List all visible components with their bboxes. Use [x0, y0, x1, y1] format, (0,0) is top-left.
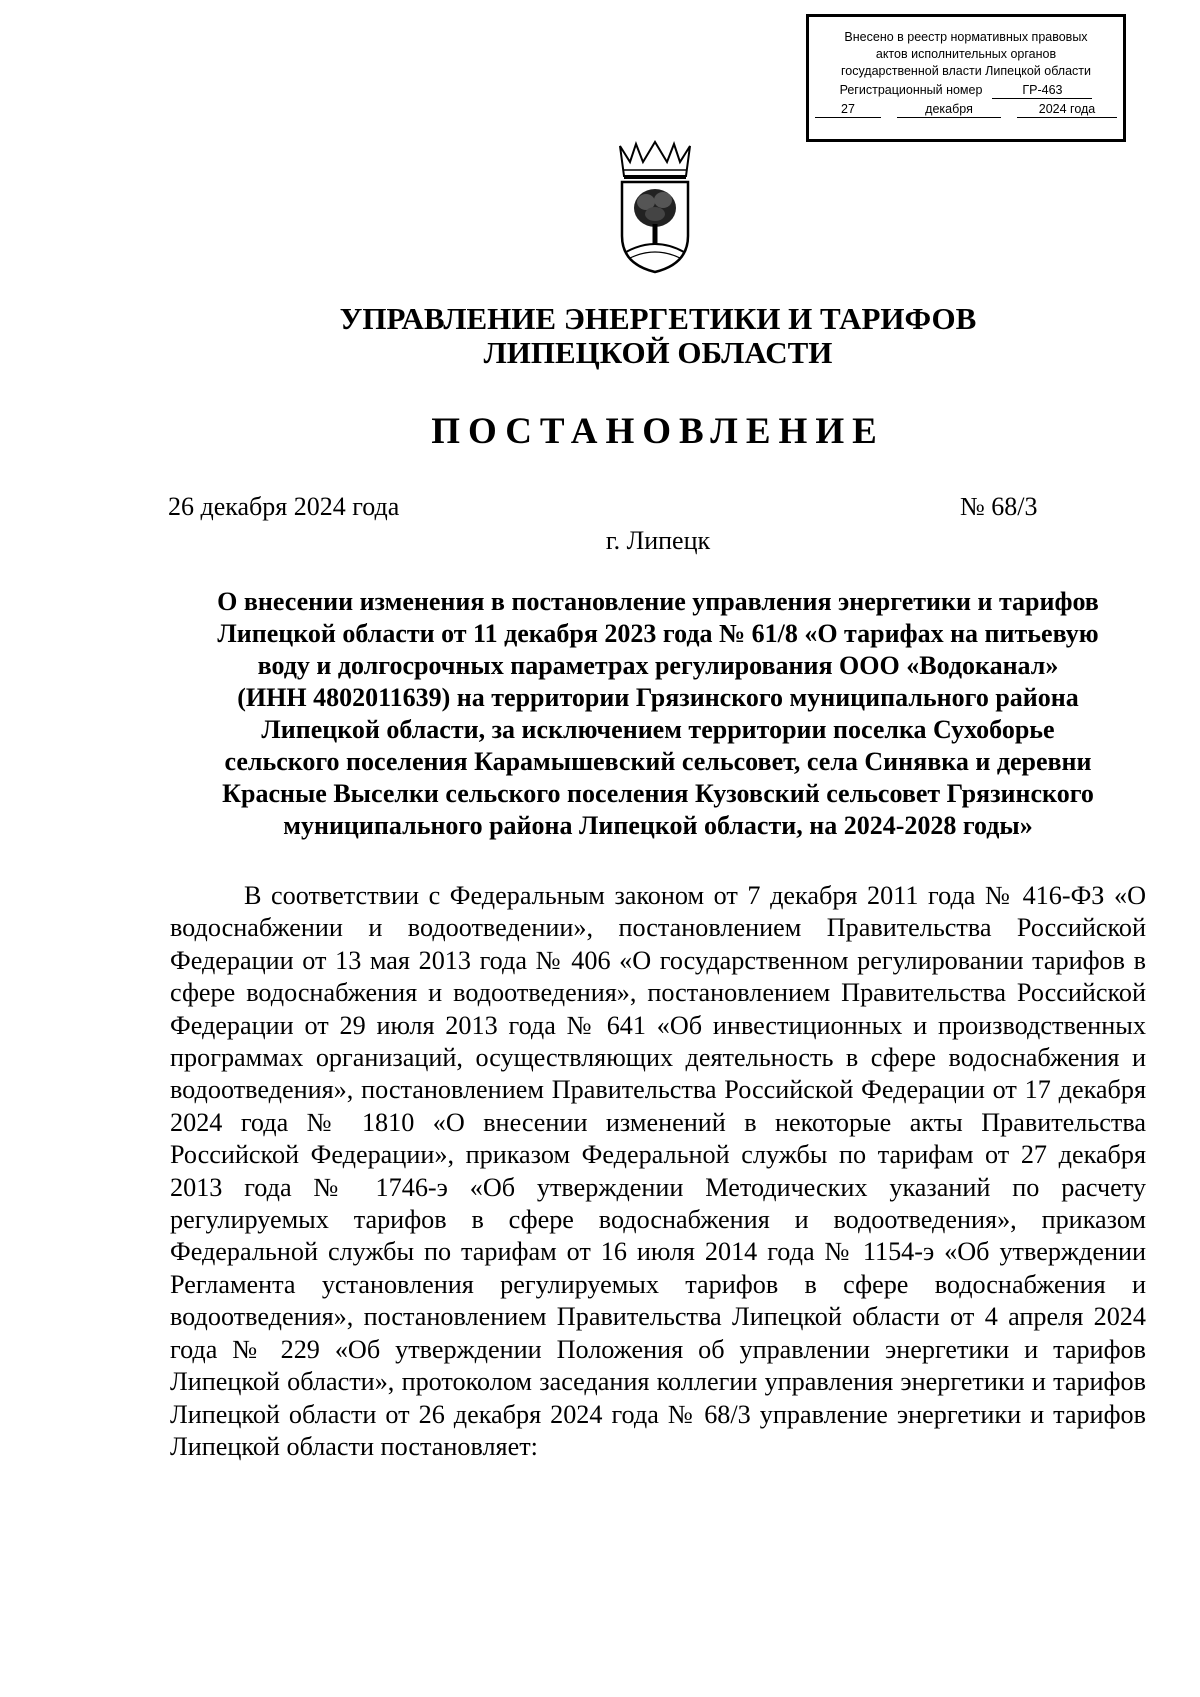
title-line: (ИНН 4802011639) на территории Грязинского муниципального района — [237, 683, 1079, 712]
stamp-date-row — [809, 101, 1123, 118]
registry-stamp — [806, 14, 1126, 142]
body-paragraph: В соответствии с Федеральным законом от 7 декабря 2011 года № 416-ФЗ «О водоснабжении и водоотведении», постановлением Правительства Российской Федерации от 13 мая 2013 года № 406 «О государственном регулировании тарифов в сфере водоснабжения и водоотведения», постановлением Правительства Российской Федерации от 29 июля 2013 года № 641 «Об инвестиционных и производственных программах организаций, осуществляющих деятельность в сфере водоснабжения и водоотведения», постановлением Правительства Российской Федерации от 17 декабря 2024 года № 1810 «О внесении изменений в некоторые акты Правительства Российской Федерации», приказом Федеральной службы по тарифам от 27 декабря 2013 года № 1746-э «Об утверждении Методических указаний по расчету регулируемых тарифов в сфере водоснабжения и водоотведения», приказом Федеральной службы по тарифам от 16 июля 2014 года № 1154-э «Об утверждении Регламента установления регулируемых тарифов в сфере водоснабжения и водоотведения», постановлением Правительства Липецкой области от 4 апреля 2024 года № 229 «Об утверждении Положения об управлении энергетики и тарифов Липецкой области», протоколом заседания коллегии управления энергетики и тарифов Липецкой области от 26 декабря 2024 года № 68/3 управление энергетики и тарифов Липецкой области постановляет: — [170, 881, 1146, 1461]
stamp-registration-row — [809, 82, 1123, 99]
title-line: Красные Выселки сельского поселения Кузовский сельсовет Грязинского — [222, 779, 1094, 808]
title-line: сельского поселения Карамышевский сельсовет, села Синявка и деревни — [224, 747, 1092, 776]
document-city: г. Липецк — [605, 526, 711, 555]
stamp-line-3: государственной власти Липецкой области — [840, 64, 1092, 78]
organization-name — [0, 302, 1200, 370]
stamp-line-2: актов исполнительных органов — [875, 47, 1057, 61]
title-line: О внесении изменения в постановление управления энергетики и тарифов — [217, 587, 1099, 616]
title-line: муниципального района Липецкой области, на 2024-2028 годы» — [283, 811, 1033, 840]
title-line: Липецкой области, за исключением территории поселка Сухоборье — [261, 715, 1055, 744]
document-type: ПОСТАНОВЛЕНИЕ — [431, 411, 885, 452]
coat-of-arms-icon — [616, 140, 694, 276]
stamp-line-1: Внесено в реестр нормативных правовых — [844, 30, 1088, 44]
stamp-day: 27 — [815, 101, 881, 118]
title-line: воду и долгосрочных параметрах регулирования ООО «Водоканал» — [257, 651, 1059, 680]
document-date: 26 декабря 2024 года — [168, 492, 400, 521]
stamp-month: декабря — [897, 101, 1001, 118]
stamp-reg-label: Регистрационный номер — [839, 83, 983, 97]
document-title — [170, 586, 1146, 842]
organization-name-line-1: УПРАВЛЕНИЕ ЭНЕРГЕТИКИ И ТАРИФОВ — [339, 301, 977, 336]
stamp-year: 2024 года — [1017, 101, 1117, 118]
organization-name-line-2: ЛИПЕЦКОЙ ОБЛАСТИ — [483, 335, 833, 370]
document-number: № 68/3 — [960, 492, 1038, 521]
stamp-reg-number: ГР-463 — [992, 82, 1092, 99]
title-line: Липецкой области от 11 декабря 2023 года № 61/8 «О тарифах на питьевую — [217, 619, 1099, 648]
